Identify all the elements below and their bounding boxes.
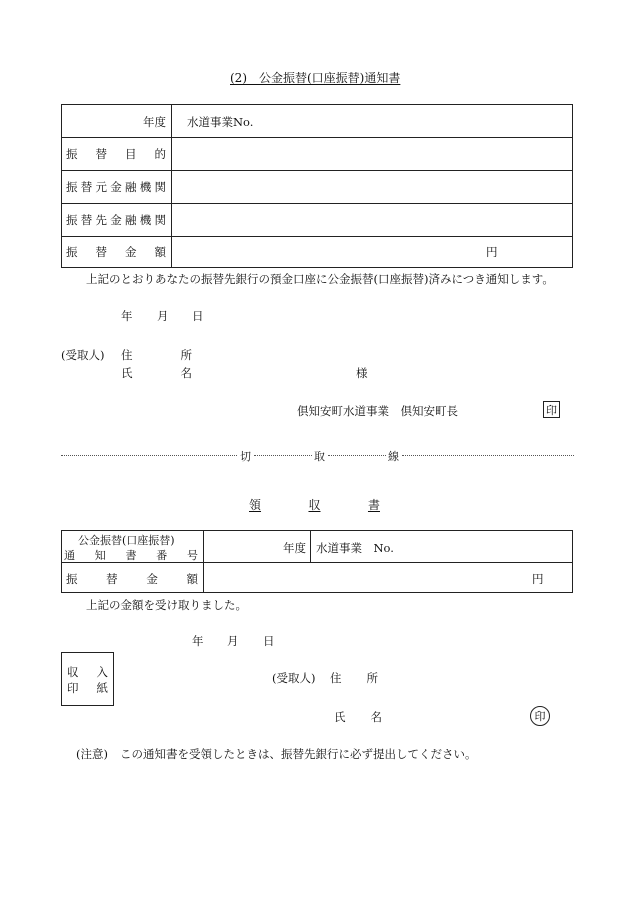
notice-recipient-label: (受取人) [61, 348, 105, 362]
notice-title: (2) 公金振替(口座振替)通知書 [230, 71, 401, 85]
receipt-title: 領 収 書 [249, 498, 380, 512]
issuer-seal: 印 [543, 401, 560, 418]
note-label: (注意) [76, 747, 108, 761]
notice-date-year: 年 [121, 309, 133, 323]
notice-statement: 上記のとおりあなたの振替先銀行の預金口座に公金振替(口座振替)済みにつき通知します。 [86, 272, 554, 286]
cut-line-char-1: 切 [240, 450, 251, 463]
receipt-year-value: 水道事業 No. [316, 541, 394, 555]
receipt-name-label: 氏 名 [334, 710, 382, 724]
receipt-label-line2: 通 知 書 番 号 [64, 549, 198, 562]
notice-name-label: 氏 名 [121, 366, 192, 380]
notice-amount-label: 振 替 金 額 [66, 245, 166, 259]
stamp-label-line2: 印 紙 [67, 681, 108, 695]
issuer-name: 倶知安町水道事業 倶知安町長 [297, 404, 458, 418]
receipt-amount-unit: 円 [532, 572, 544, 586]
honorific: 様 [356, 366, 368, 380]
receipt-date-month: 月 [227, 634, 239, 648]
receipt-label-line1: 公金振替(口座振替) [78, 534, 175, 547]
notice-date-day: 日 [192, 309, 204, 323]
cut-line-char-3: 線 [388, 450, 399, 463]
receipt-year-label: 年度 [283, 541, 306, 555]
receipt-statement: 上記の金額を受け取りました。 [86, 598, 247, 612]
notice-address-label: 住 所 [121, 348, 192, 362]
receipt-date-day: 日 [263, 634, 275, 648]
notice-amount-unit: 円 [486, 245, 498, 259]
stamp-label-line1: 収 入 [67, 665, 108, 679]
receipt-date-year: 年 [192, 634, 204, 648]
notice-year-value: 水道事業No. [187, 115, 254, 129]
notice-year-label: 年度 [143, 115, 166, 129]
receipt-address-label: 住 所 [330, 671, 378, 685]
receipt-amount-label: 振 替 金 額 [66, 572, 198, 586]
purpose-label: 振 替 目 的 [66, 147, 166, 161]
receipt-seal: 印 [530, 706, 550, 726]
note-text: この通知書を受領したときは、振替先銀行に必ず提出してください。 [120, 747, 477, 761]
cut-line-char-2: 取 [314, 450, 325, 463]
notice-date-month: 月 [157, 309, 169, 323]
to-bank-label: 振 替 先 金 融 機 関 [66, 213, 166, 227]
from-bank-label: 振 替 元 金 融 機 関 [66, 180, 166, 194]
receipt-recipient-label: (受取人) [272, 671, 316, 685]
